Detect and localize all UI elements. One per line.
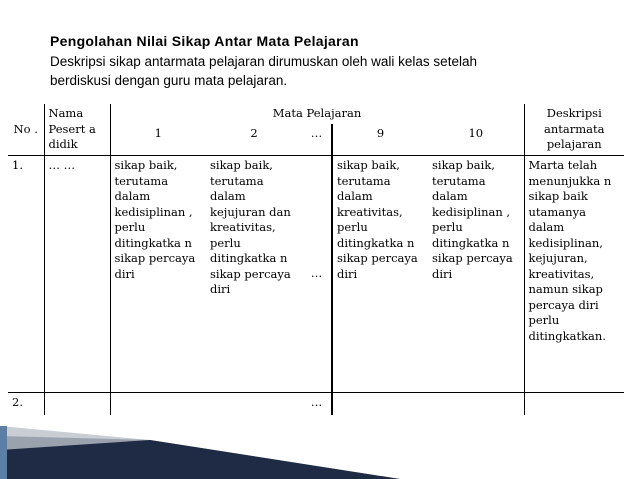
slide-footer-decoration xyxy=(0,426,638,479)
header-col-1: 1 xyxy=(154,125,162,140)
row-1-col-10: sikap baik, terutama dalam kedisiplinan , perlu ditingkatka n sikap percaya diri xyxy=(428,156,524,393)
subtitle-line-2: berdiskusi dengan guru mata pelajaran. xyxy=(50,73,288,88)
header-col-10: 10 xyxy=(468,125,484,140)
row-2-col-2 xyxy=(206,393,302,415)
header-col-9: 9 xyxy=(376,125,385,140)
header-mata-pelajaran: Mata Pelajaran xyxy=(272,106,362,120)
header-deskripsi: Deskripsi antarmata pelajaran xyxy=(524,104,624,156)
row-2-col-dots: … xyxy=(302,393,332,415)
row-2-col-9 xyxy=(332,393,428,415)
header-col-2: 2 xyxy=(250,125,258,140)
header-col-dots: … xyxy=(302,124,332,156)
row-1-col-2: sikap baik, terutama dalam kejujuran dan kreativitas, perlu ditingkatka n sikap percaya diri xyxy=(206,156,302,393)
row-1-col-1: sikap baik, terutama dalam kedisiplinan , perlu ditingkatka n sikap percaya diri xyxy=(110,156,206,393)
row-1-deskripsi: Marta telah menunjukka n sikap baik utamanya dalam kedisiplinan, kejujuran, kreativitas, namun sikap percaya diri perlu ditingkatkan. xyxy=(524,156,624,393)
sikap-table xyxy=(8,104,624,423)
row-2-col-1 xyxy=(110,393,206,415)
row-1-no: 1. xyxy=(8,156,44,393)
row-2-nama xyxy=(44,393,110,415)
table-row xyxy=(8,393,624,415)
slide-title: Pengolahan Nilai Sikap Antar Mata Pelajaran xyxy=(50,33,359,49)
row-1-col-9: sikap baik, terutama dalam kreativitas, perlu ditingkatka n sikap percaya diri xyxy=(332,156,428,393)
slide-subtitle xyxy=(50,52,590,90)
row-2-deskripsi xyxy=(524,393,624,415)
header-nama: Nama Pesert a didik xyxy=(44,104,110,156)
header-no: No . xyxy=(8,104,44,156)
row-2-no: 2. xyxy=(8,393,44,415)
row-2-col-10 xyxy=(428,393,524,415)
row-1-col-dots: … xyxy=(302,156,332,393)
header-row-1 xyxy=(8,104,624,124)
footer-blue-bar xyxy=(0,426,7,479)
table-row xyxy=(8,156,624,393)
subtitle-line-1: Deskripsi sikap antarmata pelajaran dirumuskan oleh wali kelas setelah xyxy=(50,54,477,69)
row-1-nama: … … xyxy=(44,156,110,393)
